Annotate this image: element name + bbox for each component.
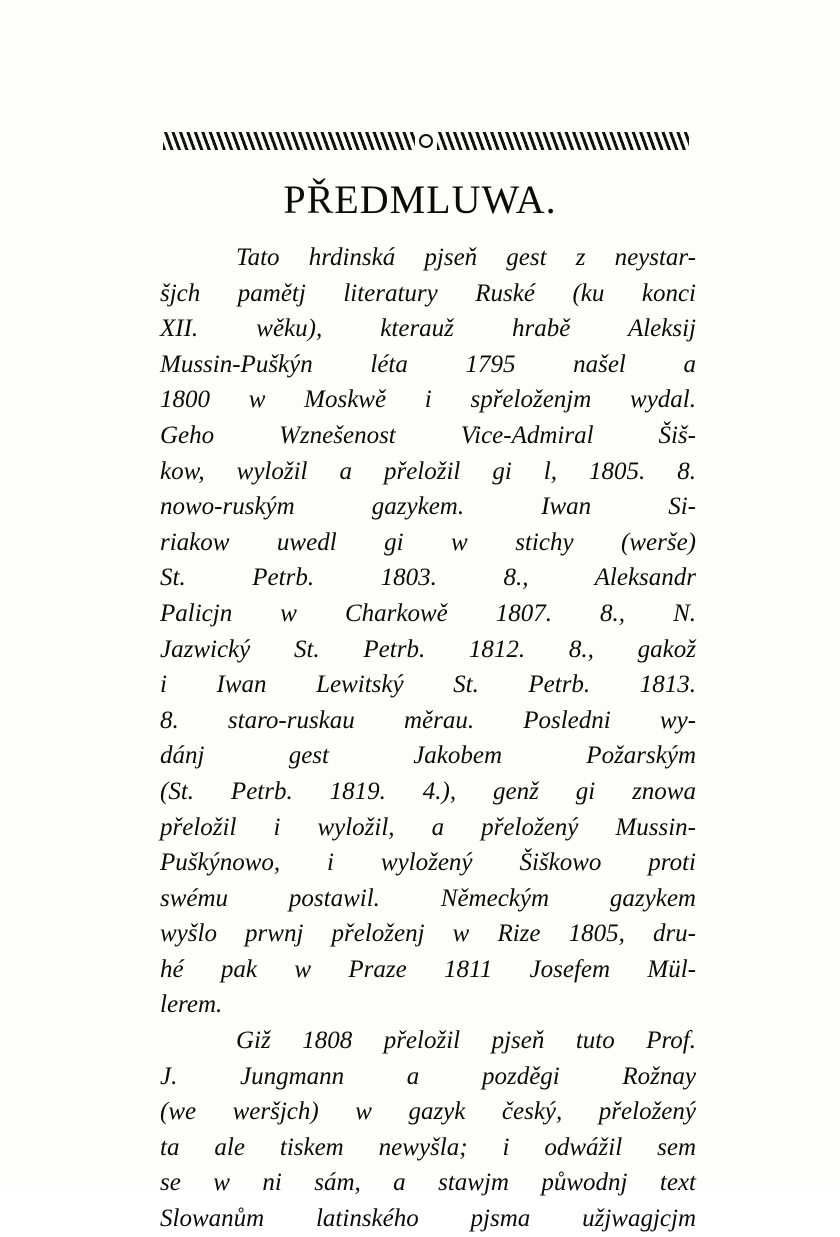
text-line: riakow uwedl gi w stichy (werše) [160, 528, 696, 556]
ornament-left-bar [163, 132, 415, 150]
text-line: J. Jungmann a pozděgi Rožnay [160, 1062, 696, 1090]
text-line: (St. Petrb. 1819. 4.), genž gi znowa [160, 777, 696, 805]
decorative-rule-icon [163, 128, 689, 154]
text-line: 8. staro-ruskau měrau. Posledni wy- [160, 706, 696, 734]
text-line: Jazwický St. Petrb. 1812. 8., gakož [160, 635, 696, 663]
text-line: XII. wěku), kterauž hrabě Aleksij [160, 315, 696, 343]
text-line: i Iwan Lewitský St. Petrb. 1813. [160, 671, 696, 699]
text-line: Slowanům latinského pjsma užjwagjcjm [160, 1205, 696, 1233]
text-line: swému postawil. Německým gazykem [160, 884, 696, 912]
ornament-center-ring [419, 134, 433, 148]
text-line: šjch pamětj literatury Ruské (ku konci [160, 279, 696, 307]
text-line: lerem. [160, 991, 223, 1019]
text-line: (we weršjch) w gazyk český, přeložený [160, 1098, 696, 1126]
body-text [160, 240, 696, 1237]
text-line: Giž 1808 přeložil pjseň tuto Prof. [236, 1027, 696, 1055]
text-line: ta ale tiskem newyšla; i odwážil sem [160, 1133, 696, 1161]
text-line: nowo-ruským gazykem. Iwan Si- [160, 493, 696, 521]
text-line: přeložil i wyložil, a přeložený Mussin- [160, 813, 696, 841]
text-line: Puškýnowo, i wyložený Šiškowo proti [160, 849, 696, 877]
text-line: 1800 w Moskwě i spřeloženjm wydal. [160, 386, 696, 414]
text-line: St. Petrb. 1803. 8., Aleksandr [160, 564, 696, 592]
ornament-right-bar [437, 132, 689, 150]
text-line: Palicjn w Charkowě 1807. 8., N. [160, 599, 696, 627]
text-line: dánj gest Jakobem Požarským [160, 742, 696, 770]
text-line: Mussin-Puškýn léta 1795 našel a [160, 350, 696, 378]
text-line: wyšlo prwnj přeloženj w Rize 1805, dru- [160, 920, 696, 948]
text-line: kow, wyložil a přeložil gi l, 1805. 8. [160, 457, 696, 485]
text-line: Geho Wznešenost Vice-Admiral Šiš- [160, 421, 696, 449]
text-line: Tato hrdinská pjseň gest z neystar- [236, 244, 696, 271]
text-line: hé pak w Praze 1811 Josefem Mül- [160, 955, 696, 983]
page-title: PŘEDMLUWA. [283, 177, 557, 222]
text-line: se w ni sám, a stawjm půwodnj text [160, 1169, 696, 1197]
